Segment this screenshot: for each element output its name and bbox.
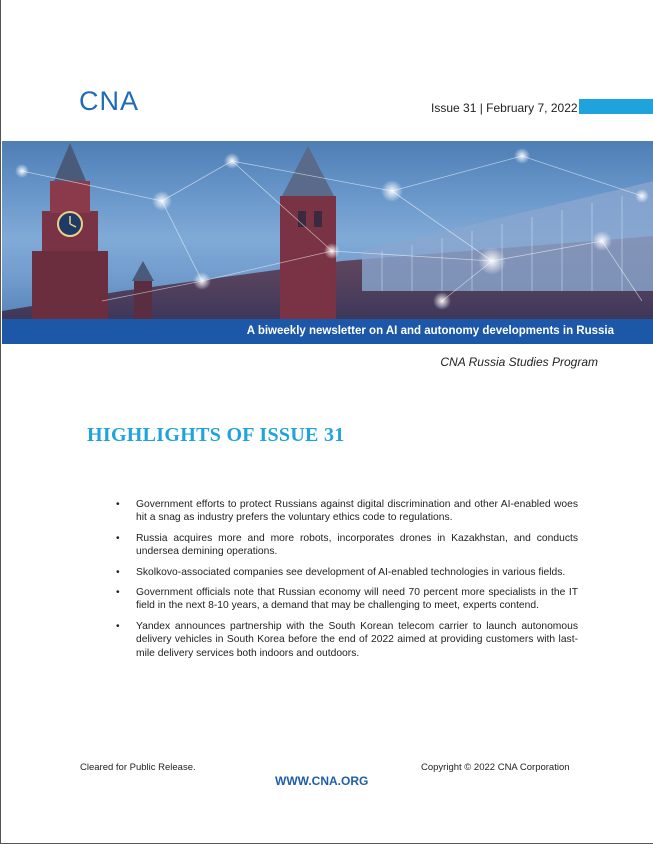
bullet-text: Skolkovo-associated companies see development of AI-enabled technologies in various fields.	[136, 566, 566, 578]
release-note: Cleared for Public Release.	[80, 762, 196, 773]
list-item	[116, 620, 578, 660]
issue-accent-bar	[579, 99, 653, 114]
issue-date: Issue 31 | February 7, 2022	[431, 101, 578, 115]
bullet-text: Government officials note that Russian economy will need 70 percent more specialists in the IT field in the next 8-10 years, a demand that may be challenging to meet, experts contend.	[136, 587, 578, 612]
bullet-icon: •	[116, 620, 120, 632]
bullet-icon: •	[116, 499, 120, 510]
list-item	[116, 586, 578, 613]
bullet-text: Russia acquires more and more robots, incorporates drones in Kazakhstan, and conducts undersea demining operations.	[136, 532, 578, 558]
kremlin-illustration	[2, 141, 653, 319]
newsletter-tagline: A biweekly newsletter on AI and autonomy developments in Russia	[246, 325, 614, 337]
kremlin-banner-image	[2, 141, 653, 319]
bullet-icon: •	[116, 566, 120, 578]
bullet-icon: •	[116, 532, 120, 544]
bullet-icon: •	[116, 587, 120, 599]
list-item	[116, 498, 578, 525]
program-name: CNA Russia Studies Program	[440, 355, 598, 369]
highlights-list	[116, 498, 578, 667]
list-item	[116, 532, 578, 559]
tagline-strip	[2, 319, 653, 344]
cna-logo: CNA	[79, 86, 140, 116]
copyright-note: Copyright © 2022 CNA Corporation	[421, 762, 570, 773]
highlights-heading: HIGHLIGHTS OF ISSUE 31	[87, 424, 345, 446]
bullet-text: Government efforts to protect Russians against digital discrimination and other AI-enabled woes hit a snag as industry prefers the voluntary ethics code to regulations.	[136, 499, 578, 524]
bullet-text: Yandex announces partnership with the South Korean telecom carrier to launch autonomous delivery vehicles in South Korea before the end of 2022 aimed at providing customers with last-mile delivery services both indoors and outdoors.	[136, 620, 578, 659]
website-link[interactable]: WWW.CNA.ORG	[275, 774, 369, 788]
list-item	[116, 566, 578, 579]
